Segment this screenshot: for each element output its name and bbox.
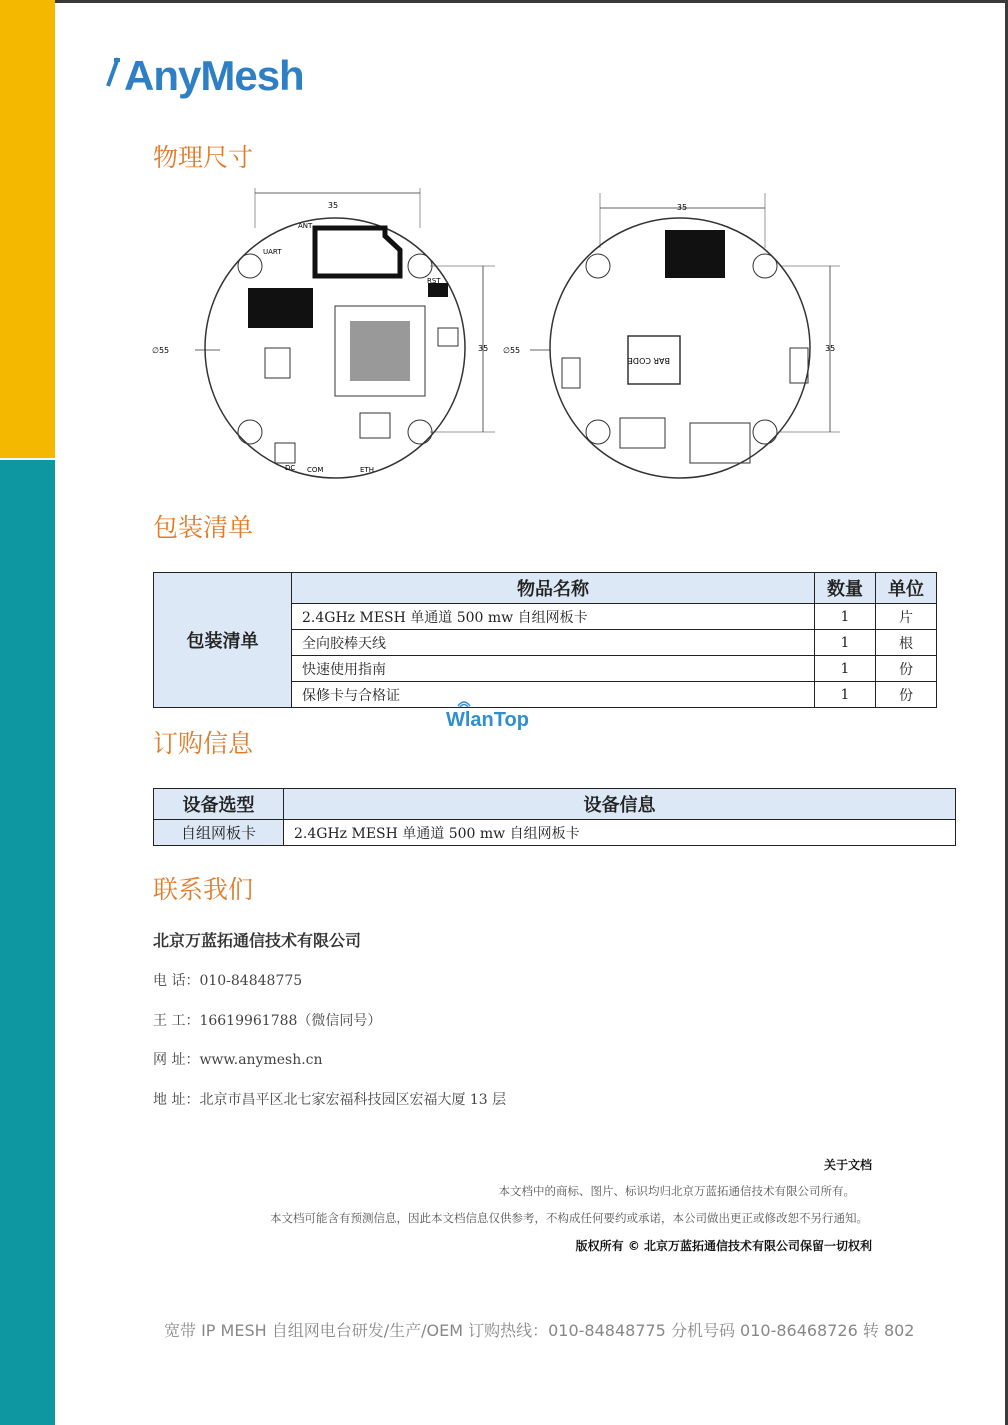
contact-address: 地 址：北京市昌平区北七家宏福科技园区宏福大厦 13 层 [153, 1092, 507, 1108]
item-unit: 份 [876, 656, 937, 682]
order-table [153, 788, 956, 846]
company-name: 北京万蓝拓通信技术有限公司 [153, 931, 362, 950]
about-line-1: 本文档中的商标、图片、标识均归北京万蓝拓通信技术有限公司所有。 [498, 1184, 855, 1198]
label-uart: UART [263, 248, 282, 256]
side-bar-yellow [0, 0, 55, 458]
item-qty: 1 [815, 656, 876, 682]
packing-side-label: 包装清单 [154, 573, 292, 708]
header-item-name: 物品名称 [292, 573, 815, 604]
footer-hotline: 宽带 IP MESH 自组网电台研发/生产/OEM 订购热线：010-84848775 分机号码 010-86468726 转 802 [164, 1321, 915, 1340]
item-name: 保修卡与合格证 [292, 682, 815, 708]
item-name: 2.4GHz MESH 单通道 500 mw 自组网板卡 [292, 604, 815, 630]
contact-web: 网 址：www.anymesh.cn [153, 1052, 323, 1068]
barcode-label: BAR CODE [627, 356, 670, 365]
contact-phone: 电 话：010-84848775 [153, 973, 303, 989]
model-cell: 自组网板卡 [154, 820, 284, 846]
label-com: COM [307, 466, 324, 474]
item-name: 全向胶棒天线 [292, 630, 815, 656]
info-cell: 2.4GHz MESH 单通道 500 mw 自组网板卡 [284, 820, 956, 846]
anymesh-logo [104, 50, 304, 102]
packing-table [153, 572, 937, 708]
side-bar-teal [0, 460, 55, 1425]
contact-wang: 王 工：16619961788（微信同号） [153, 1013, 382, 1029]
item-qty: 1 [815, 630, 876, 656]
watermark-text: WlanTop [446, 709, 529, 731]
section-heading-physical: 物理尺寸 [153, 143, 254, 172]
item-unit: 片 [876, 604, 937, 630]
wlantop-watermark [446, 696, 546, 732]
front-width-label: 35 [327, 201, 339, 210]
front-diameter-label: ∅55 [152, 346, 170, 355]
item-qty: 1 [815, 682, 876, 708]
back-diameter-label: ∅55 [503, 346, 521, 355]
copyright: 版权所有 © 北京万蓝拓通信技术有限公司保留一切权利 [575, 1239, 872, 1253]
section-heading-ordering: 订购信息 [153, 729, 254, 758]
top-border [0, 0, 1008, 3]
label-dc: DC [285, 464, 296, 472]
table-row [154, 820, 956, 846]
section-heading-contact: 联系我们 [153, 875, 254, 904]
logo-wave-icon [104, 56, 124, 96]
about-line-2: 本文档可能含有预测信息，因此本文档信息仅供参考，不构成任何要约或承诺，本公司做出更正或修改恕不另行通知。 [270, 1211, 868, 1225]
about-title: 关于文档 [823, 1158, 872, 1172]
header-unit: 单位 [876, 573, 937, 604]
back-width-label: 35 [676, 203, 688, 212]
label-rst: RST [427, 277, 441, 285]
item-unit: 根 [876, 630, 937, 656]
physical-dimension-diagram [152, 188, 850, 488]
header-qty: 数量 [815, 573, 876, 604]
header-model: 设备选型 [154, 789, 284, 820]
section-heading-packing: 包装清单 [153, 513, 254, 542]
back-height-label: 35 [825, 344, 836, 353]
board-front [152, 188, 495, 478]
label-ant: ANT [298, 222, 313, 230]
board-back [503, 193, 840, 478]
front-height-label: 35 [478, 344, 489, 353]
label-eth: ETH [360, 466, 374, 474]
logo-text: AnyMesh [124, 52, 304, 99]
item-name: 快速使用指南 [292, 656, 815, 682]
item-qty: 1 [815, 604, 876, 630]
header-info: 设备信息 [284, 789, 956, 820]
item-unit: 份 [876, 682, 937, 708]
